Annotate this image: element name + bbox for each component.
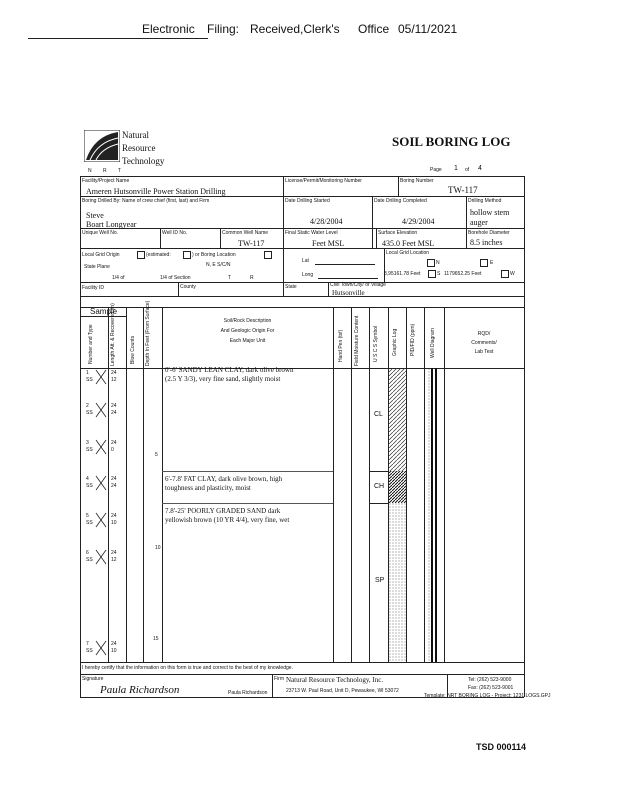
firm-name: Natural Resource Technology, Inc. bbox=[286, 676, 384, 684]
col-rqd-1: RQD/ bbox=[477, 331, 491, 337]
fax: Fax: (262) 523-9001 bbox=[468, 685, 514, 691]
t-label: T bbox=[228, 275, 232, 281]
boring-number-label: Boring Number bbox=[400, 178, 434, 184]
grid-origin-label: Local Grid Origin bbox=[82, 252, 120, 258]
depth-mark-5: 5 bbox=[155, 452, 158, 458]
estimated-label: (estimated: bbox=[146, 252, 171, 258]
uscs-ch: CH bbox=[374, 483, 385, 490]
common-well-value: TW-117 bbox=[238, 239, 265, 248]
w-checkbox[interactable] bbox=[501, 270, 509, 278]
sample-att: 24 bbox=[111, 513, 117, 519]
header-underline bbox=[28, 38, 208, 39]
col-rqd-2: Comments/ bbox=[471, 340, 497, 346]
common-well-label: Common Well Name bbox=[222, 230, 269, 236]
firm-address: 23713 W. Paul Road, Unit D, Pewaukee, WI 53072 bbox=[286, 688, 399, 694]
sample-att: 24 bbox=[111, 641, 117, 647]
sample-type: SS bbox=[86, 648, 93, 654]
filing-date: 05/11/2021 bbox=[398, 22, 458, 36]
surface-elev-label: Surface Elevation bbox=[378, 230, 418, 236]
template-note: Template: NRT BORING LOG - Project: 1231 LOGS.GPJ bbox=[424, 693, 551, 699]
col-desc-1: Soil/Rock Description bbox=[223, 318, 272, 324]
sample-att: 24 bbox=[111, 403, 117, 409]
method-value1: hollow stem bbox=[470, 208, 510, 217]
nrt-logo-icon bbox=[84, 130, 120, 162]
sample-rec: 24 bbox=[111, 483, 117, 489]
drilled-by-label: Boring Drilled By: Name of crew chief (first, last) and Firm bbox=[82, 198, 210, 204]
tsd-number: TSD 000114 bbox=[476, 742, 527, 752]
desc-3-line2: yellowish brown (10 YR 4/4), very fine, wet bbox=[165, 516, 290, 524]
date-started-value: 4/28/2004 bbox=[310, 217, 343, 226]
local-grid-label: Local Grid Location bbox=[386, 250, 430, 256]
drilled-by-value2: Boart Longyear bbox=[86, 220, 137, 229]
graphic-log bbox=[389, 368, 406, 662]
date-completed-value: 4/29/2004 bbox=[402, 217, 435, 226]
sample-type: SS bbox=[86, 377, 93, 383]
depth-mark-15: 15 bbox=[153, 636, 159, 642]
sample-rec: 10 bbox=[111, 648, 117, 654]
signature-label: Signature bbox=[82, 676, 104, 682]
facility-label: Facility/Project Name bbox=[82, 178, 130, 184]
sample-number: 4 bbox=[86, 476, 89, 482]
sample-type: SS bbox=[86, 447, 93, 453]
boring-location-checkbox[interactable] bbox=[264, 251, 272, 259]
sample-rec: 12 bbox=[111, 377, 117, 383]
sample-number: 6 bbox=[86, 550, 89, 556]
grid-numbers-2: 1179652.25 Feet bbox=[444, 271, 482, 277]
sample-rec: 24 bbox=[111, 410, 117, 416]
desc-1-line1: 0'-6' SANDY LEAN CLAY, dark olive brown bbox=[165, 366, 294, 374]
boring-number-value: TW-117 bbox=[448, 185, 478, 195]
sample-type: SS bbox=[86, 520, 93, 526]
n-checkbox[interactable] bbox=[427, 259, 435, 267]
col-length-att: Length Att. & Recovered (in) bbox=[110, 303, 116, 366]
sample-rec: 12 bbox=[111, 557, 117, 563]
col-pid: PID/FID (ppm) bbox=[410, 323, 416, 356]
desc-2-line2: toughness and plasticity, moist bbox=[165, 484, 251, 492]
long-label: Long bbox=[302, 272, 314, 278]
logo-small: N R T bbox=[88, 168, 126, 174]
col-desc-3: Each Major Unit bbox=[229, 338, 266, 344]
page-of: of bbox=[465, 167, 470, 173]
facility-id-label: Facility ID bbox=[82, 285, 104, 291]
sample-att: 24 bbox=[111, 476, 117, 482]
state-label: State bbox=[285, 284, 297, 290]
firm-label: Firm bbox=[274, 676, 284, 682]
desc-2-line1: 6'-7.8' FAT CLAY, dark olive brown, high bbox=[165, 475, 283, 483]
r-label: R bbox=[250, 275, 254, 281]
e-label: E bbox=[490, 260, 494, 266]
dnr-well-label: Well ID No. bbox=[162, 230, 188, 236]
or-label: ) or Boring Location bbox=[192, 252, 236, 258]
lat-label: Lat bbox=[302, 258, 309, 264]
filing-received: Received,Clerk's bbox=[250, 22, 340, 36]
grid-numbers: 3,95161.78 Feet bbox=[384, 271, 421, 277]
doc-title: SOIL BORING LOG bbox=[392, 134, 511, 149]
sample-type: SS bbox=[86, 483, 93, 489]
col-hand-pen: Hand Pen (tsf) bbox=[338, 329, 344, 362]
col-sample: Sample bbox=[90, 307, 118, 316]
nrt-logo bbox=[84, 130, 120, 162]
facility-value: Ameren Hutsonville Power Station Drilling bbox=[86, 187, 226, 196]
signer-name: Paula Richardson bbox=[228, 690, 268, 696]
quarter-label: 1/4 of bbox=[112, 275, 125, 281]
sample-rec: 0 bbox=[111, 447, 114, 453]
page-label: Page bbox=[430, 167, 442, 173]
filing-office: Office bbox=[358, 22, 390, 36]
col-well-diagram: Well Diagram bbox=[430, 328, 436, 358]
drilled-by-value1: Steve bbox=[86, 211, 104, 220]
date-completed-label: Date Drilling Completed bbox=[374, 198, 427, 204]
sample-number: 1 bbox=[86, 370, 89, 376]
method-label: Drilling Method bbox=[468, 198, 502, 204]
borehole-diam-value: 8.5 inches bbox=[470, 238, 503, 247]
sample-att: 24 bbox=[111, 550, 117, 556]
county-label: County bbox=[180, 284, 196, 290]
civil-town-value: Hutsonville bbox=[332, 289, 365, 297]
sample-att: 24 bbox=[111, 370, 117, 376]
col-blow-counts: Blow Counts bbox=[130, 335, 136, 364]
signature: Paula Richardson bbox=[100, 684, 180, 696]
date-started-label: Date Drilling Started bbox=[285, 198, 330, 204]
method-value2: auger bbox=[470, 218, 488, 227]
s-checkbox[interactable] bbox=[428, 270, 436, 278]
col-rqd-3: Lab Test bbox=[474, 349, 494, 355]
w-label: W bbox=[510, 271, 515, 277]
uscs-sp: SP bbox=[375, 577, 385, 584]
state-plane-label: State Plane bbox=[84, 264, 110, 270]
estimated-checkbox-2[interactable] bbox=[183, 251, 191, 259]
filing-label: Filing: bbox=[207, 22, 240, 36]
sample-att: 24 bbox=[111, 440, 117, 446]
uscs-cl: CL bbox=[374, 411, 383, 418]
static-water-label: Final Static Water Level bbox=[285, 230, 338, 236]
sampler-x-marks-icon bbox=[95, 368, 109, 662]
well-diagram bbox=[425, 368, 444, 662]
col-number-type: Number and Type bbox=[88, 324, 94, 364]
depth-mark-10: 10 bbox=[155, 545, 161, 551]
surface-elev-value: 435.0 Feet MSL bbox=[382, 239, 435, 248]
n-e-label: N, E S/C/N bbox=[206, 262, 231, 268]
sample-number: 3 bbox=[86, 440, 89, 446]
sample-type: SS bbox=[86, 410, 93, 416]
sample-number: 2 bbox=[86, 403, 89, 409]
sample-type: SS bbox=[86, 557, 93, 563]
logo-line1: Natural bbox=[122, 130, 149, 140]
col-uscs: U S C S Symbol bbox=[373, 325, 379, 362]
borehole-diam-label: Borehole Diameter bbox=[468, 230, 510, 236]
n-label: N bbox=[436, 260, 440, 266]
tel: Tel: (262) 523-9000 bbox=[468, 677, 512, 683]
col-graphic-log: Graphic Log bbox=[392, 328, 398, 356]
license-label: License/Permit/Monitoring Number bbox=[285, 178, 362, 184]
s-label: S bbox=[437, 271, 441, 277]
sample-number: 7 bbox=[86, 641, 89, 647]
desc-3-line1: 7.8'-25' POORLY GRADED SAND dark bbox=[165, 507, 281, 515]
section-label: 1/4 of Section bbox=[160, 275, 191, 281]
col-moisture: Field Moisture Content bbox=[354, 315, 360, 366]
static-water-value: Feet MSL bbox=[312, 239, 345, 248]
unique-well-label: Unique Well No. bbox=[82, 230, 119, 236]
certify-text: I hereby certify that the information on this form is true and correct to the best of my knowledge. bbox=[82, 665, 293, 671]
desc-1-line2: (2.5 Y 3/3), very fine sand, slightly moist bbox=[165, 375, 281, 383]
civil-town-label: Civil Town/City/ or Village bbox=[330, 282, 386, 288]
logo-line3: Technology bbox=[122, 156, 165, 166]
sample-rec: 10 bbox=[111, 520, 117, 526]
page-total: 4 bbox=[478, 165, 482, 172]
page-num: 1 bbox=[454, 165, 458, 172]
estimated-checkbox[interactable] bbox=[137, 251, 145, 259]
e-checkbox[interactable] bbox=[480, 259, 488, 267]
logo-line2: Resource bbox=[122, 143, 156, 153]
col-desc-2: And Geologic Origin For bbox=[220, 328, 275, 334]
filing-electronic: Electronic bbox=[142, 22, 195, 36]
sample-number: 5 bbox=[86, 513, 89, 519]
col-depth: Depth In Feet (From Surface) bbox=[145, 300, 151, 366]
